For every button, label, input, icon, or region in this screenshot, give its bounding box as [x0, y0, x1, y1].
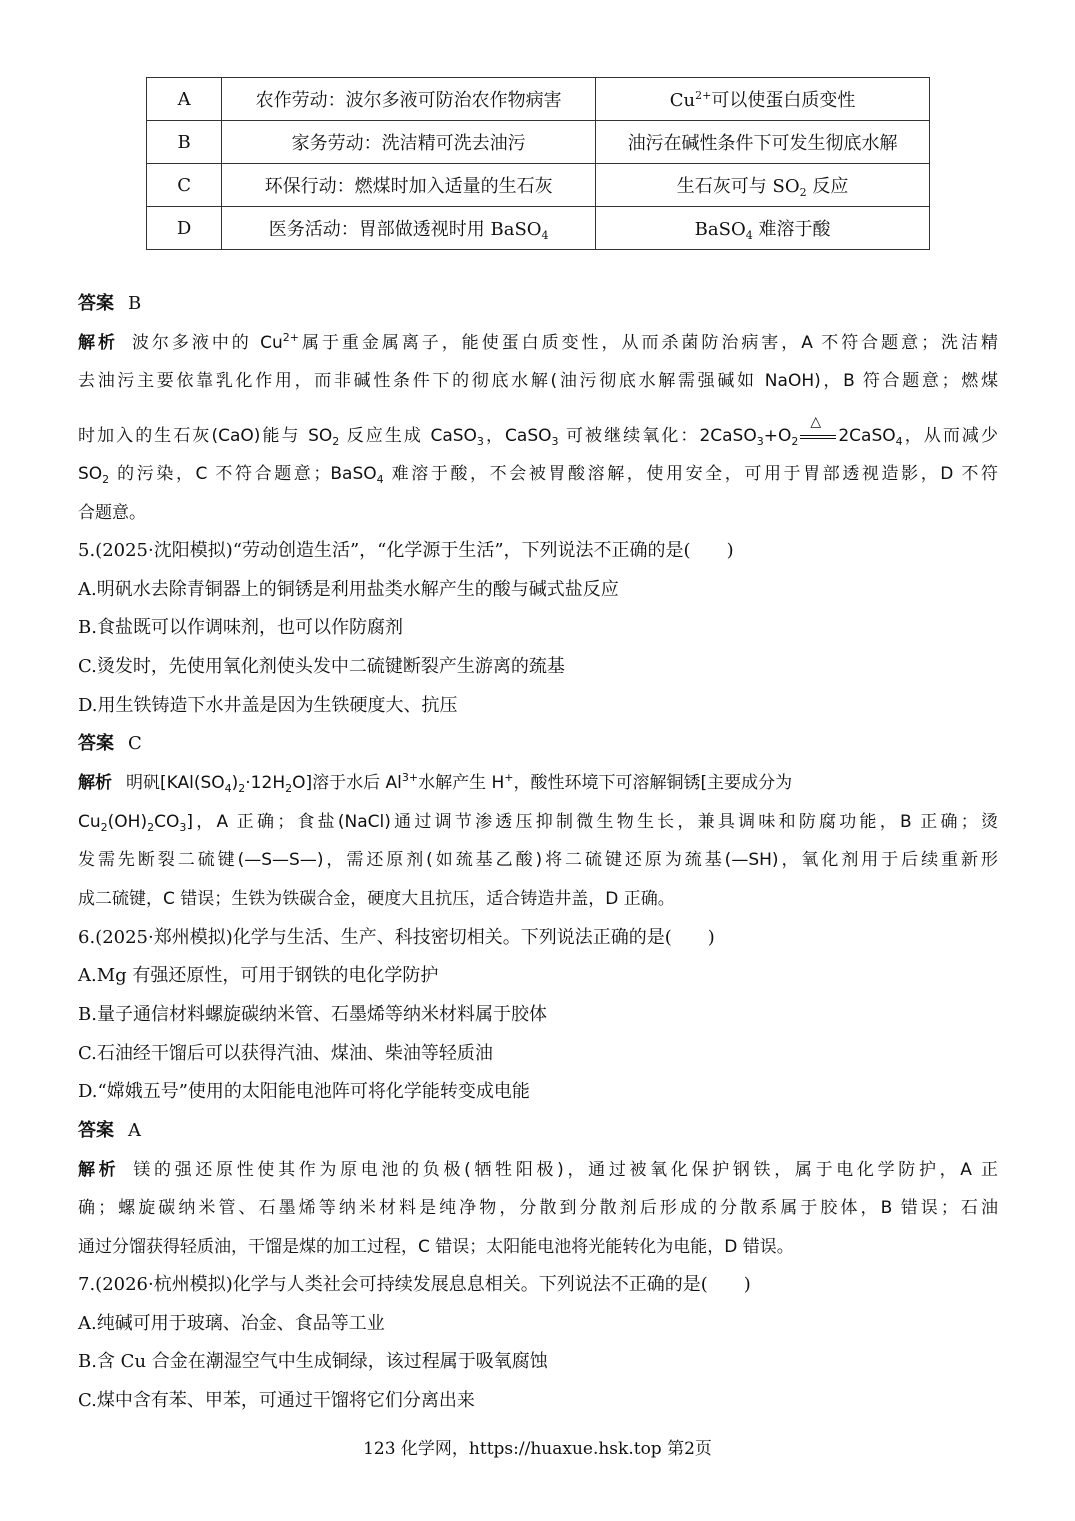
analysis-label: 解析: [78, 1160, 120, 1180]
q5-option-c: C.烫发时，先使用氧化剂使头发中二硫键断裂产生游离的巯基: [78, 656, 565, 677]
answer-value: C: [128, 733, 142, 754]
table-row: [147, 78, 930, 121]
heating-symbol: △: [810, 414, 822, 430]
table-cell-knowledge: 生石灰可与 $SO_2$ 反应: [596, 164, 930, 207]
q5-analysis-line: 发需先断裂二硫键(—S—S—)，需还原剂(如巯基乙酸)将二硫键还原为巯基(—SH)，氧化剂用于后续重新形: [78, 850, 998, 870]
q7-stem: 7.(2026·杭州模拟)化学与人类社会可持续发展息息相关。下列说法不正确的是( ): [78, 1274, 751, 1295]
answer-value: A: [128, 1120, 141, 1141]
answer-label: 答案: [78, 733, 114, 754]
table-cell-activity: 农作劳动：波尔多液可防治农作物病害: [222, 78, 596, 121]
options-table: [146, 77, 930, 250]
q6-analysis-line: 确；螺旋碳纳米管、石墨烯等纳米材料是纯净物，分散到分散剂后形成的分散系属于胶体，B 错误；石油: [78, 1198, 998, 1218]
heating-equals-sign: [798, 414, 838, 448]
q5-option-b: B.食盐既可以作调味剂，也可以作防腐剂: [78, 617, 403, 638]
table-cell-label: A: [147, 78, 222, 121]
analysis-label: 解析: [78, 773, 112, 793]
table-cell-label: D: [147, 207, 222, 250]
q5-analysis-line: $Cu_2(OH)_2CO_3$]，A 正确；食盐(NaCl)通过调节渗透压抑制微生物生长，兼具调味和防腐功能，B 正确；烫: [78, 812, 998, 834]
answer-value: B: [128, 293, 142, 314]
q6-option-a: A.Mg 有强还原性，可用于钢铁的电化学防护: [78, 965, 439, 986]
q7-option-b: B.含 Cu 合金在潮湿空气中生成铜绿，该过程属于吸氧腐蚀: [78, 1351, 548, 1372]
page-footer: 123 化学网，https://huaxue.hsk.top 第2页: [363, 1439, 712, 1459]
q5-answer: [78, 732, 998, 756]
table-row: [147, 164, 930, 207]
q7-option-c: C.煤中含有苯、甲苯，可通过干馏将它们分离出来: [78, 1390, 475, 1411]
q6-option-d: D.“嫦娥五号”使用的太阳能电池阵可将化学能转变成电能: [78, 1081, 530, 1102]
table-cell-label: B: [147, 121, 222, 164]
table-row: [147, 121, 930, 164]
table-cell-activity: 家务劳动：洗洁精可洗去油污: [222, 121, 596, 164]
q6-option-c: C.石油经干馏后可以获得汽油、煤油、柴油等轻质油: [78, 1043, 493, 1064]
q6-analysis-line: 解析 镁的强还原性使其作为原电池的负极(牺牲阳极)，通过被氧化保护钢铁，属于电化学防护，A 正: [78, 1160, 999, 1180]
analysis-label: 解析: [78, 333, 118, 353]
q6-stem: 6.(2025·郑州模拟)化学与生活、生产、科技密切相关。下列说法正确的是( ): [78, 927, 715, 948]
table-cell-activity: 环保行动：燃煤时加入适量的生石灰: [222, 164, 596, 207]
q5-analysis-line: 解析 明矾$[KAl(SO_4)_2\cdot 12H_2O]$溶于水后 $Al^{3+}$水解产生 H+，酸性环境下可溶解铜锈[主要成分为: [78, 771, 793, 795]
q4-analysis-line: 时加入的生石灰(CaO)能与 $SO_2$ 反应生成 CaSO$_3$，CaSO$_3$ 可被继续氧化：$2CaSO_3+O_2$ △ 2CaSO$_4$，从而减少: [78, 424, 998, 448]
table-row: [147, 207, 930, 250]
table-cell-knowledge: BaSO$_4$ 难溶于酸: [596, 207, 930, 250]
q5-option-a: A.明矾水去除青铜器上的铜锈是利用盐类水解产生的酸与碱式盐反应: [78, 579, 619, 600]
q5-option-d: D.用生铁铸造下水井盖是因为生铁硬度大、抗压: [78, 695, 458, 716]
answer-label: 答案: [78, 1120, 114, 1141]
table-cell-knowledge: $Cu^{2+}$可以使蛋白质变性: [596, 78, 930, 121]
q5-stem: 5.(2025·沈阳模拟)“劳动创造生活”，“化学源于生活”，下列说法不正确的是( ): [78, 540, 734, 561]
q5-analysis-line: 成二硫键，C 错误；生铁为铁碳合金，硬度大且抗压，适合铸造井盖，D 正确。: [78, 889, 675, 909]
table-cell-label: C: [147, 164, 222, 207]
q4-analysis-line: 合题意。: [78, 503, 146, 523]
q4-answer: [78, 292, 998, 316]
q6-answer: [78, 1119, 998, 1143]
q6-option-b: B.量子通信材料螺旋碳纳米管、石墨烯等纳米材料属于胶体: [78, 1004, 547, 1025]
q4-analysis-line: $SO_2$ 的污染，C 不符合题意；BaSO$_4$ 难溶于酸，不会被胃酸溶解，使用安全，可用于胃部透视造影，D 不符: [78, 464, 998, 486]
q7-option-a: A.纯碱可用于玻璃、冶金、食品等工业: [78, 1313, 385, 1334]
q4-analysis-line: 去油污主要依靠乳化作用，而非碱性条件下的彻底水解(油污彻底水解需强碱如 NaOH)，B 符合题意；燃煤: [78, 371, 998, 391]
q4-analysis-line: 解析 波尔多液中的 $Cu^{2+}$属于重金属离子，能使蛋白质变性，从而杀菌防治病害，A 不符合题意；洗洁精: [78, 331, 998, 353]
table-cell-activity: 医务活动：胃部做透视时用 BaSO$_4$: [222, 207, 596, 250]
answer-label: 答案: [78, 293, 114, 314]
table-cell-knowledge: 油污在碱性条件下可发生彻底水解: [596, 121, 930, 164]
q6-analysis-line: 通过分馏获得轻质油，干馏是煤的加工过程，C 错误；太阳能电池将光能转化为电能，D 错误。: [78, 1237, 794, 1257]
